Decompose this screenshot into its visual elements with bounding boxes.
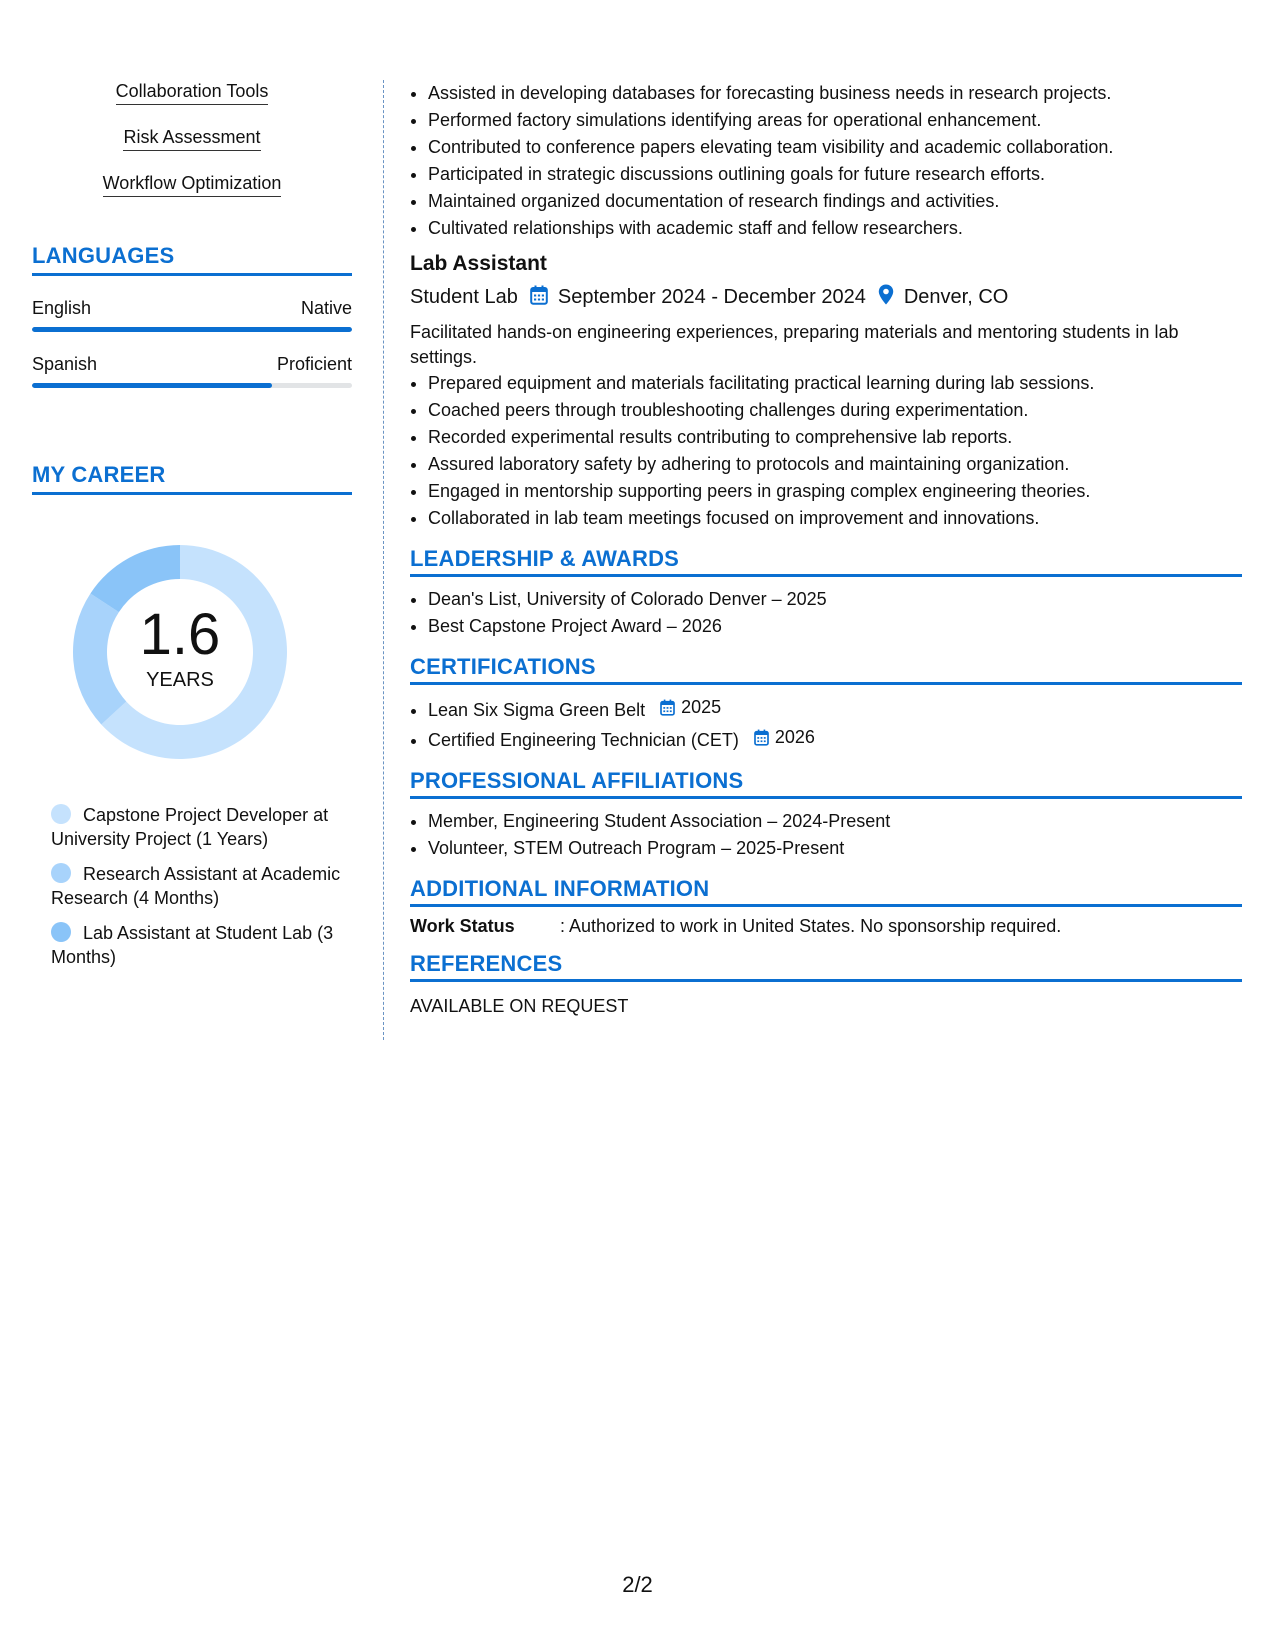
career-title: MY CAREER xyxy=(32,462,352,495)
skills-list xyxy=(32,80,352,197)
job-company: Student Lab xyxy=(410,286,518,308)
languages-title: LANGUAGES xyxy=(32,243,352,276)
language-item xyxy=(32,298,352,332)
additional-info-title: ADDITIONAL INFORMATION xyxy=(410,876,1242,907)
main-column xyxy=(410,80,1242,1017)
language-row xyxy=(32,354,352,375)
cert-date xyxy=(660,694,721,721)
list-item: • Engaged in mentorship supporting peers in grasping complex engineering theories. xyxy=(428,478,1242,505)
page-number: 2/2 xyxy=(622,1572,653,1597)
previous-job-bullets xyxy=(410,80,1242,242)
calendar-icon xyxy=(530,285,548,311)
legend-dot xyxy=(51,863,71,883)
calendar-icon xyxy=(754,729,769,746)
references-title: REFERENCES xyxy=(410,951,1242,982)
list-item: • Volunteer, STEM Outreach Program – 2025-Present xyxy=(428,835,1242,862)
job-meta xyxy=(410,284,1242,311)
work-status-value: : Authorized to work in United States. No sponsorship required. xyxy=(560,916,1062,936)
cert-year: 2025 xyxy=(681,697,722,717)
list-item: • Contributed to conference papers elevating team visibility and academic collaboration. xyxy=(428,134,1242,161)
language-bar xyxy=(32,327,352,332)
list-item: • Best Capstone Project Award – 2026 xyxy=(428,613,1242,640)
language-name: Spanish xyxy=(32,354,98,374)
language-item xyxy=(32,354,352,388)
career-legend xyxy=(32,803,352,969)
list-item xyxy=(428,724,1242,754)
references-text: AVAILABLE ON REQUEST xyxy=(410,996,629,1016)
cert-year: 2026 xyxy=(774,727,815,747)
skill-tag: Risk Assessment xyxy=(32,126,352,151)
cert-name: Lean Six Sigma Green Belt xyxy=(428,700,646,720)
list-item: • Recorded experimental results contributing to comprehensive lab reports. xyxy=(428,424,1242,451)
language-level: Native xyxy=(300,298,352,318)
language-bar-fill xyxy=(32,383,272,388)
affiliations-list xyxy=(410,808,1242,862)
affiliations-title: PROFESSIONAL AFFILIATIONS xyxy=(410,768,1242,799)
leadership-title: LEADERSHIP & AWARDS xyxy=(410,546,1242,577)
career-donut xyxy=(65,537,295,767)
skill-tag: Collaboration Tools xyxy=(32,80,352,105)
list-item: • Performed factory simulations identifying areas for operational enhancement. xyxy=(428,107,1242,134)
skill-tag: Workflow Optimization xyxy=(32,172,352,197)
job-bullets xyxy=(410,370,1242,532)
work-status-label: Work Status xyxy=(410,916,515,936)
job-description: Facilitated hands-on engineering experiences, preparing materials and mentoring students in lab settings. xyxy=(410,322,1179,367)
list-item xyxy=(428,694,1242,724)
list-item: • Maintained organized documentation of research findings and activities. xyxy=(428,188,1242,215)
language-row xyxy=(32,298,352,319)
calendar-icon xyxy=(660,699,675,716)
job-title: Lab Assistant xyxy=(410,252,547,275)
list-item: • Coached peers through troubleshooting challenges during experimentation. xyxy=(428,397,1242,424)
work-status-row xyxy=(410,916,1242,937)
list-item: • Collaborated in lab team meetings focused on improvement and innovations. xyxy=(428,505,1242,532)
certifications-title: CERTIFICATIONS xyxy=(410,654,1242,685)
list-item: • Member, Engineering Student Association – 2024-Present xyxy=(428,808,1242,835)
list-item: • Participated in strategic discussions outlining goals for future research efforts. xyxy=(428,161,1242,188)
cert-name: Certified Engineering Technician (CET) xyxy=(428,730,739,750)
job-dates: September 2024 - December 2024 xyxy=(557,286,866,308)
list-item: • Assisted in developing databases for forecasting business needs in research projects. xyxy=(428,80,1242,107)
column-divider xyxy=(383,80,384,1040)
language-name: English xyxy=(32,298,92,318)
language-bar-fill xyxy=(32,327,352,332)
career-unit: YEARS xyxy=(146,669,214,691)
legend-item: Lab Assistant at Student Lab (3 Months) xyxy=(51,923,334,967)
map-pin-icon xyxy=(878,284,894,311)
legend-dot xyxy=(51,922,71,942)
sidebar xyxy=(32,80,352,980)
legend-dot xyxy=(51,804,71,824)
legend-item: Capstone Project Developer at University Project (1 Years) xyxy=(51,805,329,849)
list-item: • Prepared equipment and materials facilitating practical learning during lab sessions. xyxy=(428,370,1242,397)
list-item: • Dean's List, University of Colorado Denver – 2025 xyxy=(428,586,1242,613)
career-total: 1.6 xyxy=(139,602,221,667)
cert-date xyxy=(754,724,815,751)
job-location: Denver, CO xyxy=(903,286,1009,308)
language-level: Proficient xyxy=(276,354,352,374)
list-item: • Cultivated relationships with academic staff and fellow researchers. xyxy=(428,215,1242,242)
list-item: • Assured laboratory safety by adhering to protocols and maintaining organization. xyxy=(428,451,1242,478)
leadership-list xyxy=(410,586,1242,640)
language-bar xyxy=(32,383,352,388)
legend-item: Research Assistant at Academic Research (4 Months) xyxy=(51,864,341,908)
certifications-list xyxy=(410,694,1242,754)
